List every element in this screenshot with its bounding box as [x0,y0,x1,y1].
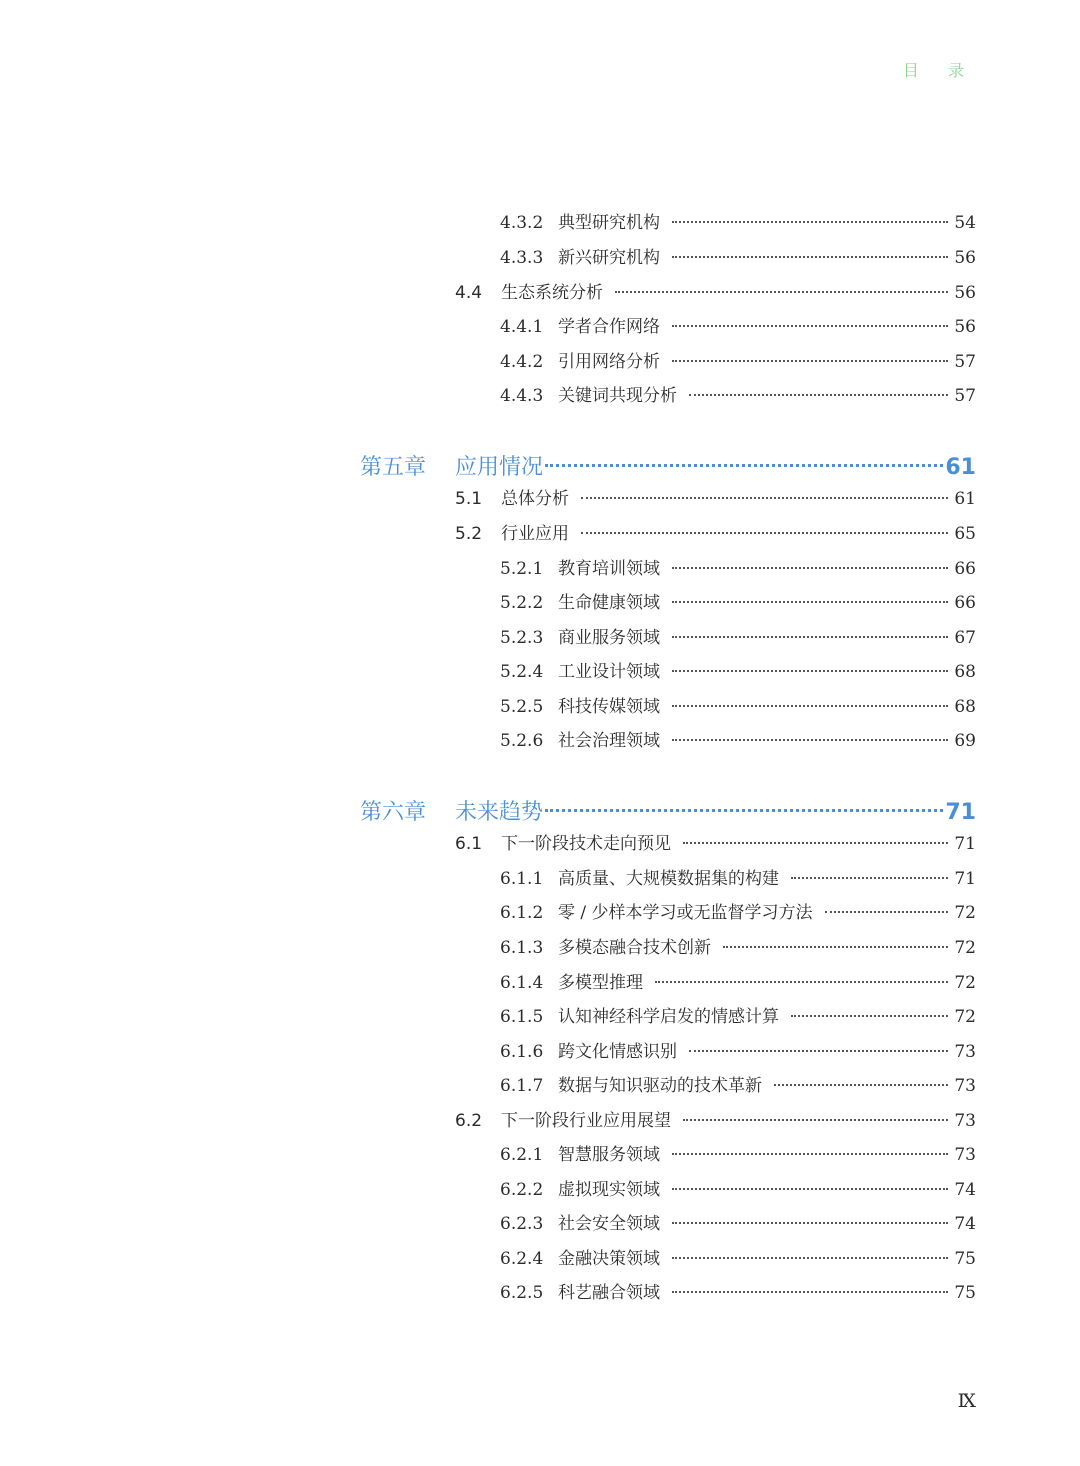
toc-entry-page: 56 [954,283,976,303]
toc-entry-number: 6.2.5 [500,1283,544,1303]
toc-entry-title: 商业服务领域 [558,628,660,648]
dot-leader [683,1119,948,1121]
toc-entry[interactable] [455,519,976,549]
toc-entry-title: 社会治理领域 [558,731,660,751]
toc-entry-number: 6.1.2 [500,903,544,923]
dot-leader [672,1291,948,1293]
toc-entry[interactable] [500,1209,976,1239]
toc-entry-page: 56 [954,248,976,268]
dot-leader [672,325,948,327]
toc-entry[interactable] [455,484,976,514]
toc-entry-page: 71 [945,800,976,825]
toc-entry-page: 61 [945,455,976,480]
toc-entry-title: 数据与知识驱动的技术革新 [558,1076,762,1096]
dot-leader [581,497,948,499]
toc-entry-number: 5.2.6 [500,731,544,751]
toc-entry-number: 6.1.7 [500,1076,544,1096]
dot-leader [672,221,948,223]
toc-entry[interactable] [500,1071,976,1101]
toc-entry-title: 下一阶段行业应用展望 [501,1111,671,1131]
toc-entry-title: 下一阶段技术走向预见 [501,834,671,854]
toc-entry-page: 73 [954,1145,976,1165]
dot-leader [545,809,943,812]
dot-leader [689,394,948,396]
toc-entry[interactable] [500,381,976,411]
toc-entry-page: 75 [954,1249,976,1269]
toc-entry-page: 71 [954,834,976,854]
dot-leader [615,291,948,293]
toc-entry-page: 68 [954,697,976,717]
toc-entry[interactable] [500,312,976,342]
dot-leader [825,911,949,913]
toc-entry-number: 4.3.2 [500,213,544,233]
toc-entry-page: 69 [954,731,976,751]
dot-leader [672,1188,948,1190]
dot-leader [672,256,948,258]
toc-entry-page: 73 [954,1076,976,1096]
toc-entry[interactable] [500,347,976,377]
toc-entry-title: 生态系统分析 [501,283,603,303]
toc-entry-number: 4.3.3 [500,248,544,268]
toc-entry-number: 4.4 [455,283,483,303]
toc-entry-title: 关键词共现分析 [558,386,677,406]
toc-entry-number: 5.2.5 [500,697,544,717]
toc-entry-title: 跨文化情感识别 [558,1042,677,1062]
toc-entry-number: 第六章 [360,800,427,825]
toc-entry-number: 5.2.2 [500,593,544,613]
toc-entry-page: 75 [954,1283,976,1303]
toc-entry-title: 高质量、大规模数据集的构建 [558,869,779,889]
toc-entry-number: 4.4.3 [500,386,544,406]
toc-entry-page: 68 [954,662,976,682]
toc-entry-title: 虚拟现实领域 [558,1180,660,1200]
dot-leader [672,670,948,672]
toc-entry-page: 57 [954,386,976,406]
toc-entry[interactable] [500,933,976,963]
toc-entry[interactable] [500,554,976,584]
toc-entry[interactable] [500,726,976,756]
toc-entry[interactable] [500,898,976,928]
toc-entry-title: 典型研究机构 [558,213,660,233]
toc-entry[interactable] [500,623,976,653]
dot-leader [672,705,948,707]
toc-entry-title: 学者合作网络 [558,317,660,337]
toc-entry-number: 6.2.1 [500,1145,544,1165]
toc-entry-number: 6.1.1 [500,869,544,889]
toc-entry-number: 5.2.4 [500,662,544,682]
toc-entry[interactable] [500,1175,976,1205]
toc-entry-page: 65 [954,524,976,544]
toc-entry-number: 6.1.3 [500,938,544,958]
toc-entry-title: 新兴研究机构 [558,248,660,268]
dot-leader [581,532,948,534]
toc-entry-number: 6.2.4 [500,1249,544,1269]
toc-entry-page: 56 [954,317,976,337]
toc-entry[interactable] [500,588,976,618]
toc-entry[interactable] [500,1037,976,1067]
toc-entry-page: 72 [954,938,976,958]
toc-entry[interactable] [500,692,976,722]
dot-leader [672,601,948,603]
toc-entry-page: 61 [954,489,976,509]
toc-entry-title: 认知神经科学启发的情感计算 [558,1007,779,1027]
toc-entry-title: 社会安全领域 [558,1214,660,1234]
running-header: 目 录 [902,61,976,80]
toc-entry-title: 教育培训领域 [558,559,660,579]
toc-entry-number: 6.2.3 [500,1214,544,1234]
toc-entry[interactable] [500,1002,976,1032]
toc-entry-number: 6.1.5 [500,1007,544,1027]
toc-entry-page: 74 [954,1180,976,1200]
toc-entry-title: 零 / 少样本学习或无监督学习方法 [558,903,813,923]
toc-entry-title: 工业设计领域 [558,662,660,682]
toc-entry-number: 4.4.1 [500,317,544,337]
toc-chapter-entry[interactable] [360,795,976,825]
dot-leader [774,1084,948,1086]
dot-leader [672,739,948,741]
dot-leader [672,567,948,569]
toc-entry[interactable] [455,278,976,308]
toc-entry-title: 行业应用 [501,524,569,544]
toc-entry-page: 57 [954,352,976,372]
dot-leader [672,360,948,362]
toc-entry-page: 72 [954,973,976,993]
toc-entry-page: 54 [954,213,976,233]
dot-leader [723,946,948,948]
toc-entry[interactable] [500,1140,976,1170]
dot-leader [672,1222,948,1224]
toc-entry-number: 4.4.2 [500,352,544,372]
toc-entry-title: 未来趋势 [455,800,544,825]
toc-entry-number: 6.2.2 [500,1180,544,1200]
toc-entry-number: 5.2.1 [500,559,544,579]
toc-entry-title: 引用网络分析 [558,352,660,372]
toc-entry[interactable] [500,1244,976,1274]
dot-leader [683,842,948,844]
toc-entry-title: 生命健康领域 [558,593,660,613]
dot-leader [545,464,943,467]
dot-leader [655,981,948,983]
toc-entry[interactable] [500,1278,976,1308]
toc-entry-number: 6.2 [455,1111,483,1131]
toc-entry-title: 科艺融合领域 [558,1283,660,1303]
toc-entry-page: 73 [954,1111,976,1131]
dot-leader [689,1050,948,1052]
toc-entry-title: 科技传媒领域 [558,697,660,717]
toc-entry[interactable] [500,657,976,687]
toc-entry-title: 金融决策领域 [558,1249,660,1269]
dot-leader [672,1153,948,1155]
toc-entry-number: 5.2.3 [500,628,544,648]
toc-entry-title: 多模态融合技术创新 [558,938,711,958]
toc-entry-page: 71 [954,869,976,889]
dot-leader [791,1015,948,1017]
toc-entry[interactable] [455,829,976,859]
toc-entry-number: 6.1.4 [500,973,544,993]
toc-entry-title: 多模型推理 [558,973,643,993]
toc-entry[interactable] [500,243,976,273]
toc-entry-title: 总体分析 [501,489,569,509]
toc-entry-page: 72 [954,1007,976,1027]
toc-chapter-entry[interactable] [360,450,976,480]
toc-entry[interactable] [500,968,976,998]
toc-entry[interactable] [500,208,976,238]
toc-entry-number: 6.1.6 [500,1042,544,1062]
toc-entry[interactable] [500,864,976,894]
toc-entry-page: 72 [954,903,976,923]
toc-entry-number: 6.1 [455,834,483,854]
toc-entry-title: 应用情况 [455,455,544,480]
toc-entry-page: 66 [954,593,976,613]
toc-entry-page: 73 [954,1042,976,1062]
toc-entry[interactable] [455,1106,976,1136]
toc-entry-number: 5.1 [455,489,483,509]
toc-entry-page: 74 [954,1214,976,1234]
toc-entry-number: 第五章 [360,455,427,480]
page-number: Ⅸ [957,1390,976,1412]
toc-entry-page: 67 [954,628,976,648]
toc-entry-number: 5.2 [455,524,483,544]
dot-leader [672,636,948,638]
toc-entry-page: 66 [954,559,976,579]
toc-entry-title: 智慧服务领域 [558,1145,660,1165]
dot-leader [791,877,948,879]
dot-leader [672,1257,948,1259]
